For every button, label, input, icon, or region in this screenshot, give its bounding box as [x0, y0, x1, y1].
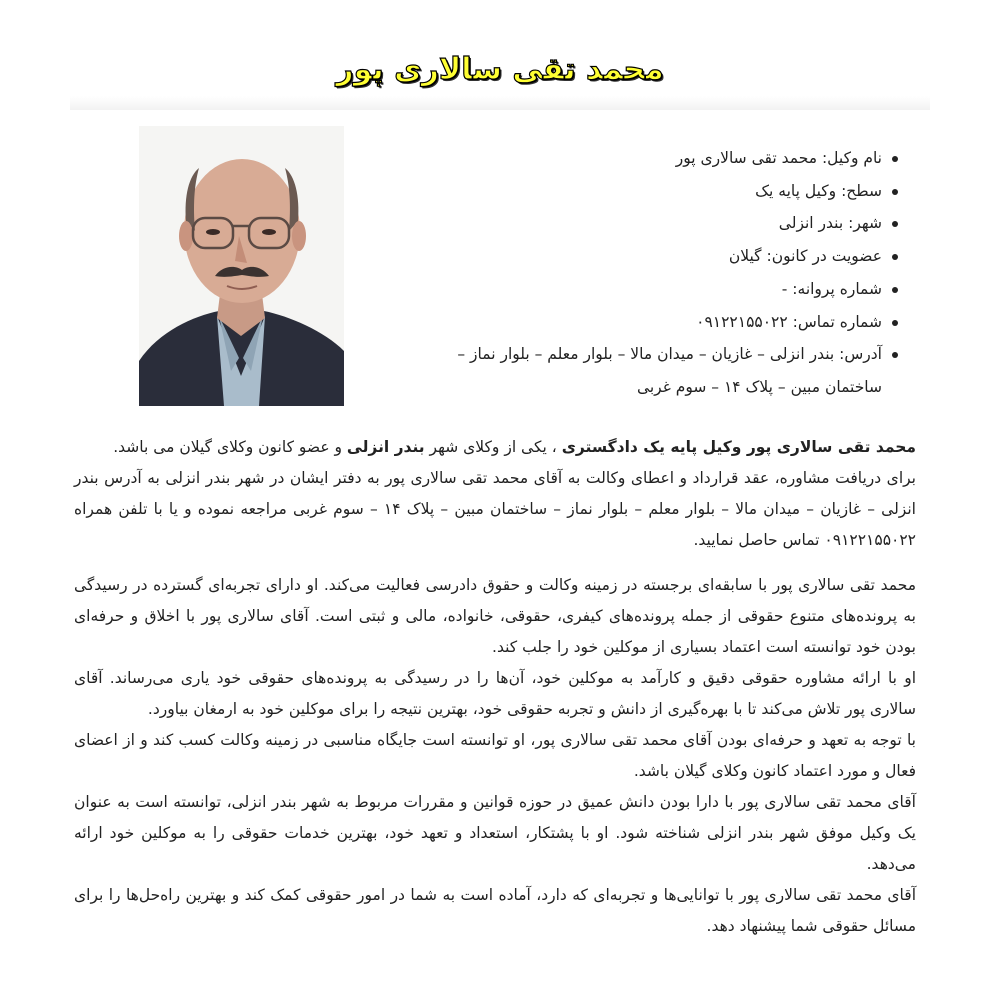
info-label: عضویت در کانون:	[766, 247, 882, 266]
bio-paragraph: آقای محمد تقی سالاری پور با دارا بودن دانش عمیق در حوزه قوانین و مقررات مربوط به شهر بندر انزلی، توانسته است به عنوان یک وکیل موفق شهر بندر انزلی شناخته شود. او با پشتکار، استعداد و تعهد خود، بهترین خدمات حقوقی را به موکلین خود ارائه می‌دهد.	[74, 793, 916, 873]
info-value: بندر انزلی – غازیان – میدان مالا – بلوار معلم – بلوار نماز – ساختمان مبین – پلاک ۱۴ – سوم غربی	[457, 345, 882, 396]
info-label: سطح:	[841, 181, 882, 200]
info-item-license-number	[412, 273, 882, 306]
info-item-city	[412, 207, 882, 240]
info-label: نام وکیل:	[821, 149, 882, 167]
info-item-name	[412, 142, 882, 175]
page-title: محمد تقی سالاری پور	[336, 52, 664, 87]
info-item-level	[412, 175, 882, 208]
title-divider	[70, 96, 930, 110]
bio-paragraph: محمد تقی سالاری پور با سابقه‌ای برجسته در زمینه وکالت و حقوق دادرسی فعالیت می‌کند. او دارای تجربه‌ای گسترده در رسیدگی به پرونده‌های متنوع حقوقی از جمله پرونده‌های کیفری، حقوقی، خانواده، مالی و ثبتی است. آقای سالاری پور با اخلاق و حرفه‌ای بودن خود توانسته است اعتماد بسیاری از موکلین خود را جلب کند.	[74, 576, 916, 656]
intro-text: ، یکی از وکلای شهر	[424, 438, 562, 456]
bio-paragraph: او با ارائه مشاوره حقوقی دقیق و کارآمد به موکلین خود، آن‌ها را در رسیدگی به پرونده‌های حقوقی خود یاری می‌رساند. آقای سالاری پور تلاش می‌کند تا با بهره‌گیری از دانش و تجربه حقوقی خود، بهترین نتیجه را برای موکلین خود به ارمغان بیاورد.	[74, 669, 916, 718]
info-item-phone	[412, 306, 882, 339]
lawyer-profile-page	[70, 0, 930, 1000]
info-item-bar-association	[412, 240, 882, 273]
intro-paragraph	[74, 432, 916, 463]
info-item-address	[412, 338, 882, 403]
intro-bold-name: محمد تقی سالاری پور وکیل پایه یک دادگستری	[561, 438, 916, 456]
intro-bold-city: بندر انزلی	[346, 438, 425, 456]
bio-paragraph: آقای محمد تقی سالاری پور با توانایی‌ها و تجربه‌ای که دارد، آماده است به شما در امور حقوقی کمک کند و بهترین راه‌حل‌ها را برای مسائل حقوقی شما پیشنهاد دهد.	[74, 886, 916, 935]
info-value: محمد تقی سالاری پور	[675, 149, 817, 167]
info-label: شهر:	[848, 214, 882, 233]
info-value: -	[781, 279, 788, 298]
info-value: وکیل پایه یک	[755, 181, 837, 200]
portrait-image	[139, 126, 344, 406]
lawyer-info-list	[412, 142, 900, 404]
bio-paragraph: با توجه به تعهد و حرفه‌ای بودن آقای محمد تقی سالاری پور، او توانسته است جایگاه مناسبی در زمینه وکالت کسب کند و از اعضای فعال و مورد اعتماد کانون وکلای گیلان باشد.	[74, 731, 916, 780]
info-label: شماره تماس:	[792, 312, 882, 331]
info-label: آدرس:	[839, 345, 882, 364]
info-value: گیلان	[728, 247, 762, 266]
contact-paragraph: برای دریافت مشاوره، عقد قرارداد و اعطای وکالت به آقای محمد تقی سالاری پور به دفتر ایشان در شهر بندر انزلی به آدرس بندر انزلی – غازیان – میدان مالا – بلوار معلم – بلوار نماز – ساختمان مبین – پلاک ۱۴ – سوم غربی مراجعه نموده و یا با تلفن همراه ۰۹۱۲۲۱۵۵۰۲۲ تماس حاصل نمایید.	[74, 469, 916, 549]
profile-description	[74, 432, 916, 942]
lawyer-photo	[139, 126, 344, 406]
info-value: بندر انزلی	[778, 214, 844, 233]
info-value: ۰۹۱۲۲۱۵۵۰۲۲	[696, 312, 788, 331]
intro-text: و عضو کانون وکلای گیلان می باشد.	[113, 438, 347, 456]
info-label: شماره پروانه:	[792, 279, 882, 298]
